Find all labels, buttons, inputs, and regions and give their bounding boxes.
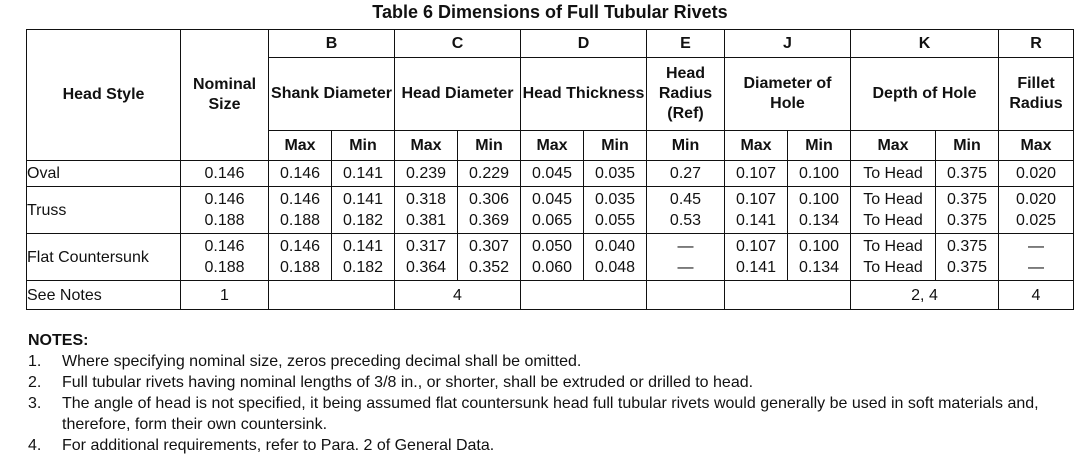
table-title: Table 6 Dimensions of Full Tubular Rivets — [372, 2, 728, 22]
cell-value: 0.146 — [279, 238, 321, 255]
header-letter-b: B — [269, 30, 395, 58]
dimension-cell — [269, 161, 332, 187]
table-row — [27, 161, 1074, 187]
dimension-cell — [788, 234, 851, 281]
cell-value: 0.035 — [594, 191, 636, 208]
head-style-cell: Truss — [27, 187, 181, 234]
see-notes-b — [269, 281, 395, 310]
dimension-cell — [584, 187, 647, 234]
see-notes-d — [521, 281, 647, 310]
cell-value: 0.141 — [735, 259, 777, 276]
cell-value: 0.364 — [405, 259, 447, 276]
cell-value: 0.375 — [946, 238, 988, 255]
header-head-style: Head Style — [27, 30, 181, 161]
dimension-cell — [332, 234, 395, 281]
header-nominal-size: Nominal Size — [181, 30, 269, 161]
note-item — [28, 351, 1073, 372]
cell-value: 0.27 — [669, 165, 702, 182]
notes-title: NOTES: — [28, 332, 89, 349]
cell-value: 0.146 — [204, 165, 245, 182]
dimension-cell — [936, 234, 999, 281]
dimension-cell — [458, 187, 521, 234]
header-max-min: Max — [725, 131, 788, 161]
header-max-min: Max — [851, 131, 936, 161]
dimension-cell — [395, 234, 458, 281]
dimension-cell — [851, 161, 936, 187]
dimension-cell — [458, 161, 521, 187]
cell-value: 0.375 — [946, 191, 988, 208]
dimension-cell — [521, 234, 584, 281]
cell-value: 0.188 — [204, 212, 245, 229]
cell-value: 0.107 — [735, 191, 777, 208]
cell-value: To Head — [863, 259, 923, 276]
header-max-min: Min — [332, 131, 395, 161]
dimension-cell — [725, 161, 788, 187]
cell-value: 0.188 — [279, 212, 321, 229]
cell-value: To Head — [863, 191, 923, 208]
cell-value: 0.100 — [798, 238, 840, 255]
header-max-min: Min — [936, 131, 999, 161]
cell-value: 0.45 — [669, 191, 702, 208]
table-row — [27, 187, 1074, 234]
see-notes-k: 2, 4 — [851, 281, 999, 310]
header-max-min: Min — [458, 131, 521, 161]
dimensions-table — [26, 29, 1074, 310]
note-text: The angle of head is not specified, it being assumed flat countersunk head full tubular rivets would generally be used in soft materials and, therefore, form their own countersink. — [62, 395, 1039, 433]
header-letter-r: R — [999, 30, 1074, 58]
table-row — [27, 234, 1074, 281]
cell-value: To Head — [863, 238, 923, 255]
cell-value: 0.182 — [342, 212, 384, 229]
cell-value: 0.239 — [405, 165, 447, 182]
cell-value: 0.035 — [594, 165, 636, 182]
note-number: 3. — [28, 395, 42, 412]
cell-value: 0.107 — [735, 238, 777, 255]
header-letters-row — [27, 30, 1074, 58]
note-item — [28, 435, 1073, 456]
cell-value: 0.100 — [798, 191, 840, 208]
header-diameter-of-hole: Diameter of Hole — [725, 58, 851, 131]
cell-value: 0.306 — [468, 191, 510, 208]
cell-value: 0.048 — [594, 259, 636, 276]
cell-value: 0.065 — [531, 212, 573, 229]
cell-value: 0.020 — [1015, 191, 1057, 208]
see-notes-e — [647, 281, 725, 310]
see-notes-j — [725, 281, 851, 310]
notes-section — [28, 330, 1073, 456]
nominal-size-cell — [181, 234, 269, 281]
cell-value: 0.055 — [594, 212, 636, 229]
cell-value: 0.134 — [798, 259, 840, 276]
cell-value: 0.375 — [946, 165, 988, 182]
header-fillet-radius: Fillet Radius — [999, 58, 1074, 131]
dimension-cell — [395, 187, 458, 234]
see-notes-label: See Notes — [27, 281, 181, 310]
cell-value: 0.188 — [279, 259, 321, 276]
cell-value: 0.141 — [342, 165, 384, 182]
dimension-cell — [584, 161, 647, 187]
header-max-min: Max — [269, 131, 332, 161]
dimension-cell — [269, 187, 332, 234]
header-shank-diameter: Shank Diameter — [269, 58, 395, 131]
see-notes-r: 4 — [999, 281, 1074, 310]
dimension-cell — [269, 234, 332, 281]
head-style-cell: Oval — [27, 161, 181, 187]
cell-value: 0.134 — [798, 212, 840, 229]
dimension-cell — [332, 187, 395, 234]
cell-value: 0.182 — [342, 259, 384, 276]
dimension-cell — [851, 187, 936, 234]
see-notes-row — [27, 281, 1074, 310]
dimension-cell — [521, 187, 584, 234]
cell-value: 0.381 — [405, 212, 447, 229]
cell-value: 0.045 — [531, 191, 573, 208]
dimension-cell — [788, 187, 851, 234]
header-depth-of-hole: Depth of Hole — [851, 58, 999, 131]
see-notes-c: 4 — [395, 281, 521, 310]
nominal-size-cell — [181, 187, 269, 234]
cell-value: 0.375 — [946, 212, 988, 229]
dimension-cell — [725, 234, 788, 281]
cell-value: 0.045 — [531, 165, 573, 182]
dimension-cell — [647, 234, 725, 281]
header-head-thickness: Head Thickness — [521, 58, 647, 131]
dimension-cell — [851, 234, 936, 281]
header-letter-j: J — [725, 30, 851, 58]
cell-value: — — [1028, 238, 1044, 255]
cell-value: 0.375 — [946, 259, 988, 276]
dimension-cell — [521, 161, 584, 187]
cell-value: 0.369 — [468, 212, 510, 229]
header-max-min: Min — [647, 131, 725, 161]
dimension-cell — [999, 161, 1074, 187]
header-max-min: Max — [395, 131, 458, 161]
cell-value: — — [677, 259, 694, 276]
note-item — [28, 372, 1073, 393]
cell-value: 0.146 — [204, 238, 245, 255]
nominal-size-cell — [181, 161, 269, 187]
cell-value: 0.146 — [204, 191, 245, 208]
note-number: 1. — [28, 353, 42, 370]
see-notes-nominal: 1 — [181, 281, 269, 310]
cell-value: To Head — [863, 165, 923, 182]
cell-value: 0.040 — [594, 238, 636, 255]
header-letter-k: K — [851, 30, 999, 58]
dimension-cell — [936, 187, 999, 234]
dimension-cell — [725, 187, 788, 234]
header-letter-c: C — [395, 30, 521, 58]
cell-value: 0.188 — [204, 259, 245, 276]
cell-value: 0.53 — [669, 212, 702, 229]
cell-value: 0.229 — [468, 165, 510, 182]
note-text: Full tubular rivets having nominal lengths of 3/8 in., or shorter, shall be extruded or drilled to head. — [62, 374, 754, 391]
cell-value: 0.141 — [342, 191, 384, 208]
header-max-min: Max — [521, 131, 584, 161]
head-style-cell: Flat Countersunk — [27, 234, 181, 281]
cell-value: 0.146 — [279, 165, 321, 182]
dimension-cell — [999, 187, 1074, 234]
dimension-cell — [999, 234, 1074, 281]
note-text: For additional requirements, refer to Para. 2 of General Data. — [62, 437, 495, 454]
note-number: 4. — [28, 437, 42, 454]
cell-value: 0.146 — [279, 191, 321, 208]
header-letter-d: D — [521, 30, 647, 58]
dimension-cell — [332, 161, 395, 187]
cell-value: 0.352 — [468, 259, 510, 276]
cell-value: — — [1028, 259, 1044, 276]
dimension-cell — [395, 161, 458, 187]
dimension-cell — [458, 234, 521, 281]
note-item — [28, 393, 1073, 435]
cell-value: To Head — [863, 212, 923, 229]
cell-value: 0.317 — [405, 238, 447, 255]
dimension-cell — [647, 187, 725, 234]
header-head-radius: Head Radius (Ref) — [647, 58, 725, 131]
header-head-diameter: Head Diameter — [395, 58, 521, 131]
cell-value: 0.050 — [531, 238, 573, 255]
cell-value: 0.020 — [1015, 165, 1057, 182]
dimension-cell — [647, 161, 725, 187]
cell-value: 0.100 — [798, 165, 840, 182]
header-max-min: Min — [584, 131, 647, 161]
header-max-min: Max — [999, 131, 1074, 161]
cell-value: 0.060 — [531, 259, 573, 276]
dimension-cell — [936, 161, 999, 187]
cell-value: — — [677, 238, 694, 255]
header-max-min: Min — [788, 131, 851, 161]
note-text: Where specifying nominal size, zeros preceding decimal shall be omitted. — [62, 353, 582, 370]
cell-value: 0.025 — [1015, 212, 1057, 229]
cell-value: 0.107 — [735, 165, 777, 182]
cell-value: 0.141 — [735, 212, 777, 229]
dimension-cell — [788, 161, 851, 187]
cell-value: 0.307 — [468, 238, 510, 255]
cell-value: 0.141 — [342, 238, 384, 255]
note-number: 2. — [28, 374, 42, 391]
header-letter-e: E — [647, 30, 725, 58]
dimension-cell — [584, 234, 647, 281]
cell-value: 0.318 — [405, 191, 447, 208]
